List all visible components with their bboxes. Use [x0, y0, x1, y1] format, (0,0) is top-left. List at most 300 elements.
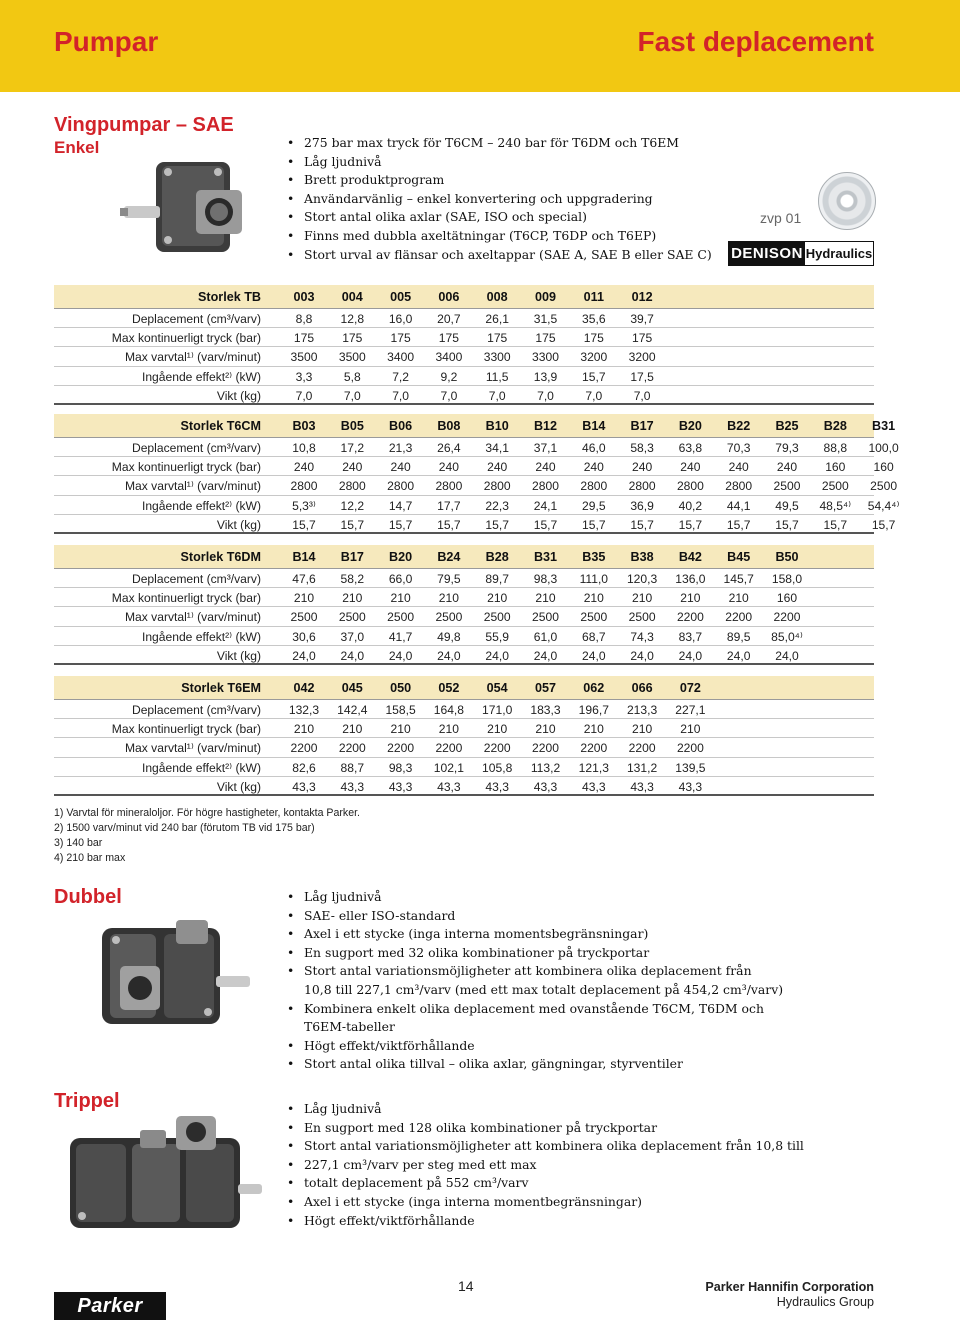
table-cell: 7,0: [633, 388, 651, 403]
table-column-header: B20: [389, 550, 413, 564]
list-item: • Stort antal olika tillval – olika axlar, gängningar, styrventiler: [287, 1055, 783, 1074]
table-cell: 3500: [338, 350, 366, 365]
table-cell: 12,8: [340, 312, 365, 326]
table-cell: 227,1: [675, 703, 706, 717]
table-header-row: [54, 545, 874, 569]
table-cell: 24,0: [726, 648, 751, 663]
table-column-header: B45: [727, 550, 751, 564]
table-row: [54, 569, 874, 588]
table-cell: 3,3: [295, 369, 313, 384]
table-cell: 160: [873, 460, 894, 475]
table-cell: 240: [535, 460, 556, 475]
table-cell: 10,8: [292, 441, 316, 455]
table-header-row: [54, 285, 874, 309]
table-cell: 39,7: [630, 312, 654, 326]
table-cell: 15,7: [871, 517, 896, 532]
table-cell: 24,0: [775, 648, 799, 663]
table-cell: 210: [583, 722, 604, 737]
table-column-header: B14: [292, 550, 316, 564]
table-cell: 66,0: [388, 572, 413, 586]
table-cell: 17,7: [437, 498, 461, 513]
table-cell: 7,0: [537, 388, 554, 403]
table-cell: 2200: [628, 741, 656, 756]
table-column-header: 011: [583, 290, 604, 304]
table-column-header: B05: [340, 419, 364, 433]
table-cell: 240: [438, 460, 459, 475]
table-column-header: B31: [872, 419, 896, 433]
table-column-header: B42: [678, 550, 702, 564]
table-row-label: Vikt (kg): [216, 648, 261, 663]
table-cell: 34,1: [485, 441, 509, 455]
list-item: • SAE- eller ISO-standard: [287, 907, 783, 926]
table-column-header: B35: [582, 550, 606, 564]
table-cell: 7,0: [295, 388, 313, 403]
table-cell: 24,0: [630, 648, 654, 663]
table-cell: 26,4: [437, 441, 461, 455]
table-cell: 158,5: [385, 703, 416, 717]
table-column-header: 006: [438, 290, 460, 304]
table-cell: 43,3: [630, 779, 654, 794]
table-cell: 139,5: [675, 760, 706, 775]
list-item: • Stort urval av flänsar och axeltappar (SAE A, SAE B eller SAE C): [287, 246, 712, 265]
table-cell: 240: [583, 460, 604, 475]
table-cell: 15,7: [485, 517, 509, 532]
spec-table-tb: [54, 285, 874, 405]
table-row-label: Ingående effekt²⁾ (kW): [141, 760, 261, 775]
footnotes: [54, 806, 360, 866]
table-row: [54, 588, 874, 607]
company-group: Hydraulics Group: [776, 1295, 874, 1309]
table-cell: 17,2: [340, 441, 365, 455]
section-title-dubbel: Dubbel: [54, 886, 122, 908]
table-cell: 68,7: [582, 629, 606, 644]
table-row: [54, 607, 874, 626]
table-cell: 210: [583, 591, 604, 606]
table-column-header: B20: [678, 419, 702, 433]
table-cell: 58,3: [630, 441, 654, 455]
table-cell: 15,7: [775, 517, 799, 532]
table-cell: 24,0: [678, 648, 703, 663]
table-cell: 210: [342, 591, 363, 606]
table-cell: 29,5: [582, 498, 606, 513]
table-row: [54, 438, 899, 457]
table-column-header: B24: [437, 550, 461, 564]
table-column-header: 072: [679, 681, 701, 695]
table-cell: 98,3: [533, 572, 558, 586]
triple-vane-pump-image: [56, 1110, 266, 1240]
table-cell: 2200: [580, 741, 608, 756]
table-column-header: 057: [534, 681, 556, 695]
table-cell: 48,5⁴⁾: [819, 498, 852, 513]
table-column-header: B28: [823, 419, 847, 433]
table-cell: 15,7: [582, 517, 606, 532]
table-size-label: Storlek TB: [198, 290, 261, 304]
table-row-label: Max kontinuerligt tryck (bar): [111, 722, 261, 737]
spec-table-t6dm: [54, 545, 874, 665]
table-cell: 175: [583, 331, 604, 346]
table-column-header: 009: [534, 290, 556, 304]
table-cell: 2200: [387, 741, 415, 756]
table-row: [54, 386, 874, 405]
table-column-header: 005: [390, 290, 412, 304]
list-item: • Låg ljudnivå: [287, 888, 783, 907]
table-cell: 2500: [773, 479, 801, 494]
table-row-label: Max varvtal¹⁾ (varv/minut): [124, 479, 261, 494]
table-cell: 160: [776, 591, 798, 606]
table-cell: 210: [390, 591, 411, 606]
table-cell: 89,5: [726, 629, 751, 644]
table-cell: 83,7: [678, 629, 703, 644]
table-cell: 88,8: [823, 441, 848, 455]
table-cell: 210: [535, 591, 556, 606]
table-cell: 210: [728, 591, 749, 606]
table-cell: 2500: [821, 479, 849, 494]
table-cell: 121,3: [578, 760, 609, 775]
table-column-header: 003: [293, 290, 315, 304]
table-cell: 89,7: [485, 572, 509, 586]
table-size-label: Storlek T6EM: [181, 681, 261, 695]
table-row: [54, 777, 874, 796]
footnote: 4) 210 bar max: [54, 852, 126, 864]
list-item: T6EM-tabeller: [304, 1019, 395, 1035]
table-cell: 15,7: [823, 517, 848, 532]
table-cell: 17,5: [630, 369, 654, 384]
table-cell: 43,3: [678, 779, 703, 794]
table-header-row: [54, 676, 874, 700]
table-cell: 26,1: [485, 312, 509, 326]
table-cell: 43,3: [582, 779, 606, 794]
table-row-label: Max varvtal¹⁾ (varv/minut): [124, 610, 261, 625]
table-cell: 24,0: [582, 648, 606, 663]
table-cell: 5,3³⁾: [292, 498, 316, 513]
table-column-header: 054: [486, 681, 508, 695]
table-cell: 113,2: [530, 760, 561, 775]
dubbel-bullet-list: [287, 888, 783, 1074]
table-column-header: 008: [486, 290, 508, 304]
table-cell: 145,7: [723, 572, 754, 586]
table-cell: 49,5: [775, 498, 799, 513]
denison-hydraulics-logo: [728, 241, 874, 266]
table-cell: 210: [438, 591, 459, 606]
list-item: • Stort antal variationsmöjligheter att kombinera olika deplacement från: [287, 962, 783, 981]
table-cell: 15,7: [582, 369, 606, 384]
table-cell: 105,8: [482, 760, 513, 775]
table-row-label: Max varvtal¹⁾ (varv/minut): [124, 350, 261, 365]
table-column-header: B31: [533, 550, 558, 564]
table-row-label: Vikt (kg): [216, 388, 261, 403]
table-cell: 164,8: [433, 703, 465, 717]
table-cell: 210: [487, 722, 508, 737]
table-column-header: B06: [389, 419, 413, 433]
table-cell: 24,0: [485, 648, 509, 663]
list-item: • Stort antal olika axlar (SAE, ISO och special): [287, 208, 712, 227]
table-row: [54, 457, 894, 476]
table-column-header: 004: [341, 290, 363, 304]
table-cell: 3400: [387, 350, 415, 365]
table-cell: 2500: [628, 610, 656, 625]
table-row: [54, 700, 874, 719]
table-cell: 24,0: [340, 648, 365, 663]
table-row-label: Deplacement (cm³/varv): [131, 312, 261, 326]
table-cell: 2800: [532, 479, 559, 494]
table-cell: 2200: [483, 741, 511, 756]
table-cell: 175: [487, 331, 508, 346]
table-cell: 37,0: [340, 629, 365, 644]
table-cell: 2500: [387, 610, 415, 625]
table-cell: 13,9: [533, 369, 558, 384]
table-cell: 31,5: [533, 312, 558, 326]
table-column-header: B22: [727, 419, 751, 433]
table-cell: 175: [438, 331, 459, 346]
table-cell: 43,3: [485, 779, 509, 794]
table-size-label: Storlek T6CM: [180, 419, 261, 433]
table-row: [54, 496, 900, 515]
table-cell: 2200: [532, 741, 559, 756]
company-name: Parker Hannifin Corporation: [705, 1280, 874, 1294]
table-cell: 2200: [435, 741, 463, 756]
table-cell: 171,0: [482, 703, 513, 717]
list-item: 10,8 till 227,1 cm³/varv (med ett max totalt deplacement på 454,2 cm³/varv): [304, 981, 784, 997]
table-cell: 22,3: [485, 498, 509, 513]
table-cell: 43,3: [533, 779, 558, 794]
table-cell: 210: [632, 722, 653, 737]
table-cell: 3200: [580, 350, 608, 365]
table-cell: 2800: [387, 479, 415, 494]
table-cell: 210: [438, 722, 459, 737]
footnote: 2) 1500 varv/minut vid 240 bar (förutom TB vid 175 bar): [54, 822, 315, 834]
table-cell: 210: [680, 591, 701, 606]
table-row: [54, 347, 874, 366]
table-cell: 12,2: [340, 498, 365, 513]
table-row: [54, 646, 874, 665]
table-cell: 11,5: [485, 369, 509, 384]
table-cell: 36,9: [630, 498, 654, 513]
table-row: [54, 719, 874, 738]
cd-rom-icon: [818, 172, 876, 230]
table-column-header: B10: [485, 419, 509, 433]
table-column-header: 066: [631, 681, 653, 695]
list-item: • Låg ljudnivå: [287, 1100, 804, 1119]
table-cell: 43,3: [437, 779, 461, 794]
table-cell: 55,9: [485, 629, 509, 644]
table-cell: 196,7: [578, 703, 609, 717]
table-cell: 7,0: [488, 388, 506, 403]
table-cell: 24,0: [437, 648, 461, 663]
table-cell: 240: [293, 460, 315, 475]
list-item: • En sugport med 32 olika kombinationer på tryckportar: [287, 944, 783, 963]
table-cell: 7,0: [343, 388, 361, 403]
table-cell: 5,8: [343, 369, 361, 384]
table-column-header: B14: [582, 419, 606, 433]
single-vane-pump-image: [118, 156, 268, 264]
table-cell: 210: [632, 591, 653, 606]
header-title-right: Fast deplacement: [637, 26, 874, 57]
table-cell: 9,2: [440, 369, 458, 384]
table-cell: 2200: [676, 610, 704, 625]
table-column-header: B17: [340, 550, 364, 564]
table-cell: 210: [680, 722, 701, 737]
table-cell: 240: [390, 460, 411, 475]
table-cell: 15,7: [340, 517, 365, 532]
table-cell: 15,7: [388, 517, 413, 532]
table-row: [54, 309, 874, 328]
table-cell: 2500: [338, 610, 366, 625]
table-row-label: Vikt (kg): [216, 779, 261, 794]
table-row-label: Max varvtal¹⁾ (varv/minut): [124, 741, 261, 756]
table-cell: 3200: [628, 350, 656, 365]
table-column-header: 050: [390, 681, 412, 695]
table-cell: 183,3: [530, 703, 561, 717]
table-cell: 74,3: [630, 629, 654, 644]
table-cell: 20,7: [437, 312, 461, 326]
table-cell: 98,3: [388, 760, 413, 775]
table-header-row: [54, 414, 896, 438]
table-column-header: B12: [533, 419, 558, 433]
table-cell: 3300: [532, 350, 559, 365]
table-cell: 132,3: [288, 703, 320, 717]
spec-table-t6cm: [54, 414, 900, 534]
table-column-header: B08: [437, 419, 461, 433]
table-cell: 240: [487, 460, 508, 475]
table-row-label: Max kontinuerligt tryck (bar): [111, 591, 261, 606]
table-column-header: B03: [292, 419, 316, 433]
section-subtitle-enkel: Enkel: [54, 138, 100, 157]
table-cell: 2800: [725, 479, 753, 494]
table-cell: 2800: [338, 479, 366, 494]
table-cell: 7,0: [585, 388, 603, 403]
list-item: • Låg ljudnivå: [287, 153, 712, 172]
table-cell: 61,0: [533, 629, 558, 644]
table-cell: 43,3: [388, 779, 413, 794]
table-row: [54, 627, 874, 646]
table-cell: 240: [632, 460, 653, 475]
page-number: 14: [458, 1278, 474, 1294]
list-item: • Användarvänlig – enkel konvertering och uppgradering: [287, 190, 712, 209]
footnote: 1) Varvtal för mineraloljor. För högre hastigheter, kontakta Parker.: [54, 807, 360, 819]
table-cell: 7,0: [392, 388, 409, 403]
table-cell: 175: [293, 331, 315, 346]
table-cell: 47,6: [292, 572, 316, 586]
table-row-label: Ingående effekt²⁾ (kW): [141, 629, 261, 644]
table-cell: 2800: [676, 479, 704, 494]
list-item: • 227,1 cm³/varv per steg med ett max: [287, 1156, 804, 1175]
table-cell: 46,0: [582, 441, 606, 455]
table-cell: 213,3: [626, 703, 658, 717]
table-cell: 63,8: [678, 441, 703, 455]
table-cell: 175: [390, 331, 411, 346]
table-cell: 24,0: [388, 648, 413, 663]
table-column-header: B38: [630, 550, 654, 564]
table-cell: 8,8: [295, 312, 313, 326]
table-cell: 43,3: [340, 779, 365, 794]
table-cell: 15,7: [678, 517, 703, 532]
list-item: • Högt effekt/viktförhållande: [287, 1037, 783, 1056]
table-cell: 111,0: [579, 572, 609, 586]
enkel-bullet-list: [287, 134, 712, 264]
table-row: [54, 367, 874, 386]
table-cell: 21,3: [388, 441, 413, 455]
table-row-label: Ingående effekt²⁾ (kW): [141, 498, 261, 513]
table-cell: 158,0: [771, 572, 803, 586]
footnote: 3) 140 bar: [54, 837, 103, 849]
table-column-header: 045: [341, 681, 363, 695]
table-column-header: B17: [630, 419, 654, 433]
table-cell: 15,7: [292, 517, 316, 532]
table-cell: 15,7: [726, 517, 751, 532]
table-cell: 100,0: [868, 441, 899, 455]
table-cell: 79,3: [775, 441, 799, 455]
table-cell: 24,0: [533, 648, 558, 663]
table-cell: 210: [342, 722, 363, 737]
table-cell: 15,7: [533, 517, 558, 532]
list-item: • Kombinera enkelt olika deplacement med ovanstående T6CM, T6DM och: [287, 1000, 783, 1019]
table-cell: 210: [487, 591, 508, 606]
table-cell: 88,7: [340, 760, 365, 775]
company-info: [705, 1280, 874, 1310]
table-cell: 2200: [290, 741, 318, 756]
denison-wordmark: DENISON: [729, 242, 805, 265]
list-item: • Brett produktprogram: [287, 171, 712, 190]
section-title-vingpumpar: Vingpumpar – SAE: [54, 114, 234, 136]
table-row: [54, 328, 874, 347]
list-item: • Axel i ett stycke (inga interna momentsbegränsningar): [287, 925, 783, 944]
table-cell: 7,2: [392, 369, 409, 384]
list-item: • En sugport med 128 olika kombinationer på tryckportar: [287, 1119, 804, 1138]
table-cell: 2500: [532, 610, 559, 625]
table-cell: 14,7: [388, 498, 413, 513]
table-cell: 3400: [435, 350, 463, 365]
table-cell: 240: [680, 460, 701, 475]
table-cell: 3500: [290, 350, 318, 365]
table-size-label: Storlek T6DM: [180, 550, 261, 564]
double-vane-pump-image: [80, 912, 260, 1040]
table-cell: 2800: [580, 479, 608, 494]
table-cell: 210: [293, 591, 315, 606]
zvp-label: zvp 01: [760, 210, 802, 226]
table-cell: 44,1: [726, 498, 751, 513]
table-cell: 2500: [290, 610, 318, 625]
table-cell: 2500: [483, 610, 511, 625]
table-row-label: Vikt (kg): [216, 517, 261, 532]
table-cell: 70,3: [726, 441, 751, 455]
table-column-header: 052: [438, 681, 460, 695]
header-title-left: Pumpar: [54, 26, 159, 57]
spec-table-t6em: [54, 676, 874, 796]
table-column-header: 012: [631, 290, 653, 304]
table-cell: 240: [728, 460, 749, 475]
table-cell: 24,0: [292, 648, 316, 663]
table-cell: 3300: [483, 350, 511, 365]
table-cell: 85,0⁴⁾: [771, 629, 803, 644]
table-cell: 142,4: [337, 703, 368, 717]
table-column-header: 042: [293, 681, 315, 695]
table-cell: 54,4⁴⁾: [867, 498, 900, 513]
list-item: • totalt deplacement på 552 cm³/varv: [287, 1174, 804, 1193]
table-cell: 175: [535, 331, 556, 346]
table-cell: 82,6: [292, 760, 316, 775]
table-cell: 37,1: [533, 441, 558, 455]
table-cell: 58,2: [340, 572, 365, 586]
table-cell: 175: [632, 331, 653, 346]
list-item: • Axel i ett stycke (inga interna momentbegränsningar): [287, 1193, 804, 1212]
table-cell: 41,7: [388, 629, 413, 644]
table-cell: 35,6: [582, 312, 606, 326]
table-row-label: Max kontinuerligt tryck (bar): [111, 460, 261, 475]
table-row: [54, 476, 898, 495]
table-row-label: Ingående effekt²⁾ (kW): [141, 369, 261, 384]
table-cell: 160: [825, 460, 846, 475]
table-row: [54, 515, 896, 534]
